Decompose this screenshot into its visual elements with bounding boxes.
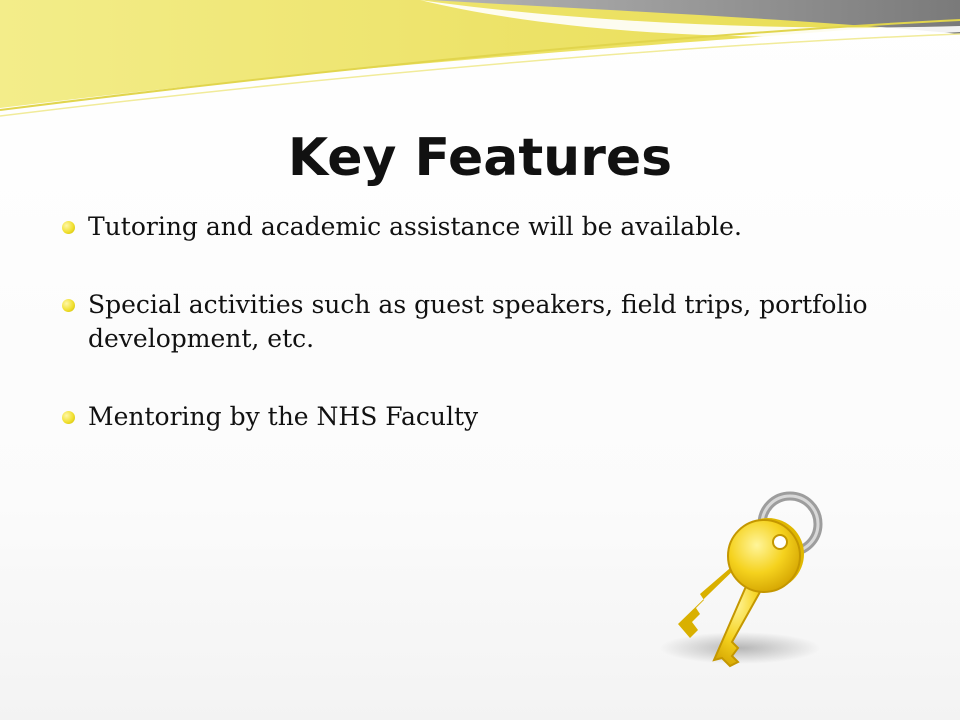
keys-icon (640, 484, 840, 674)
top-swoosh-decoration (0, 0, 960, 120)
bullet-item (62, 210, 902, 244)
bullet-dot-icon (62, 221, 75, 234)
bullet-text: Mentoring by the NHS Faculty (88, 402, 479, 431)
bullet-text: Special activities such as guest speakers, field trips, portfolio development, etc. (88, 290, 868, 353)
bullet-text: Tutoring and academic assistance will be available. (88, 212, 742, 241)
slide-title: Key Features (287, 128, 673, 188)
bullet-item (62, 400, 902, 434)
bullet-dot-icon (62, 299, 75, 312)
bullet-list (62, 210, 902, 478)
bullet-item (62, 288, 902, 356)
bullet-dot-icon (62, 411, 75, 424)
